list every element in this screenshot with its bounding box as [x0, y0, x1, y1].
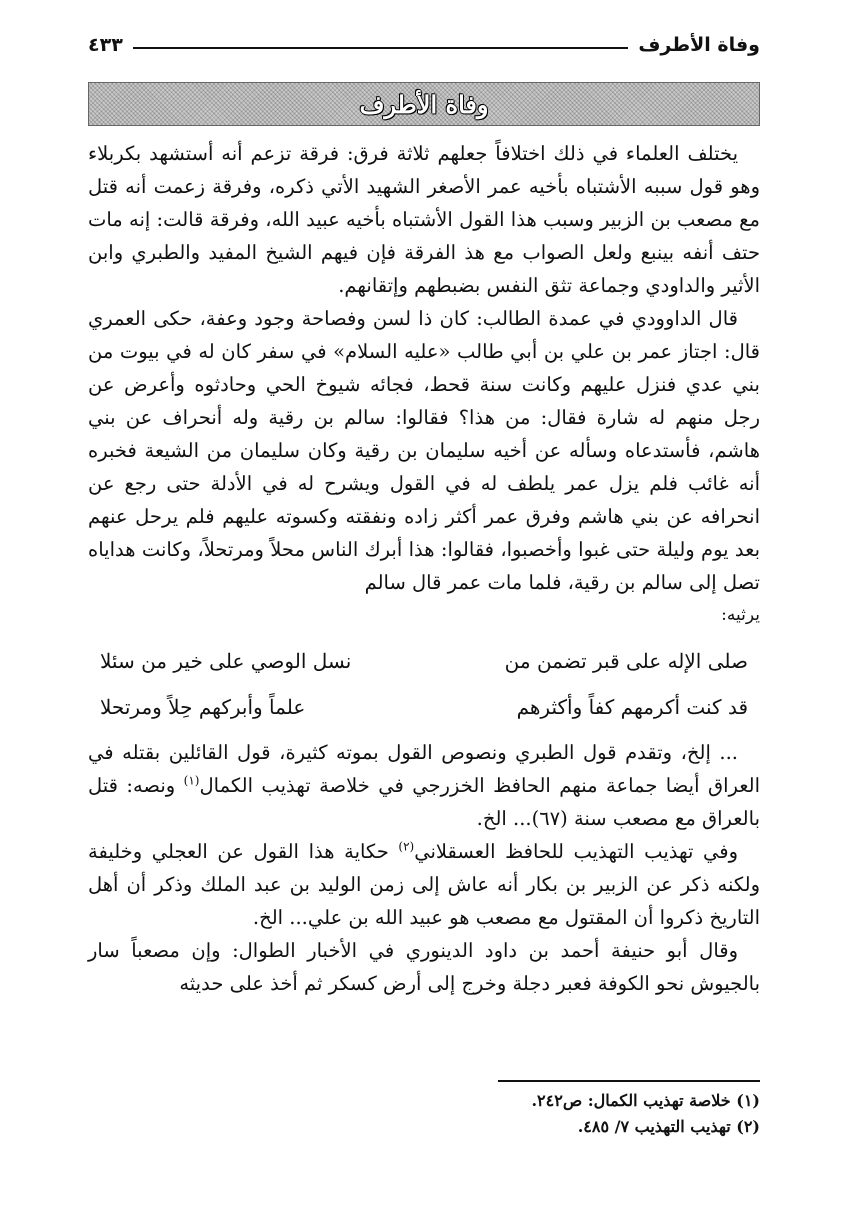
poem-hemistich: صلى الإله على قبر تضمن من [504, 649, 748, 673]
footnotes [88, 1088, 760, 1140]
footnote-rule [498, 1080, 760, 1082]
poem-hemistich: نسل الوصي على خير من سئلا [100, 649, 352, 673]
poem [88, 638, 760, 730]
section-title: وفاة الأطرف [359, 89, 489, 119]
poem-line [88, 684, 760, 730]
paragraph: وقال أبو حنيفة أحمد بن داود الدينوري في الأخبار الطوال: وإن مصعباً سار بالجيوش نحو الكوفة فعبر دجلة وخرج إلى أرض كسكر ثم أخذ على حديثه [88, 939, 760, 995]
footnote-ref[interactable]: (٢) [398, 839, 415, 854]
paragraph-end: يرثيه: [721, 605, 760, 625]
footnote: (١) خلاصة تهذيب الكمال: ص٢٤٢. [531, 1091, 760, 1110]
footnote: (٢) تهذيب التهذيب ٧/ ٤٨٥. [577, 1117, 760, 1136]
footnote-ref[interactable]: (١) [183, 773, 200, 788]
page-number: ٤٣٣ [88, 34, 123, 56]
body-text [88, 137, 760, 1000]
paragraph: قال الداوودي في عمدة الطالب: كان ذا لسن وفصاحة وجود وعفة، حكى العمري قال: اجتاز عمر بن علي بن أبي طالب «عليه السلام» في سفر كان له في بيوت من بني عدي فنزل عليهم وكانت سنة قحط، فجائه شيوخ الحي وحادثوه وأعرض عن رجل منهم له شارة فقال: من هذا؟ فقالوا: سالم بن رقية وله أنحراف عن بني هاشم، فأستدعاه وسأله عن أخيه سليمان بن رقية وكان سليمان من الشيعة فخبره أنه غائب فلم يزل عمر يلطف له في القول ويشرح له في الأدلة حتى رجع عن انحرافه عن بني هاشم وفرق عمر أكثر زاده ونفقته وكسوته عليهم فلم يرحل عنهم بعد يوم وليلة حتى غبوا وأخصبوا، فقالوا: هذا أبرك الناس محلاً ومرتحلاً، وكانت هداياه تصل إلى سالم بن رقية، فلما مات عمر قال سالم [88, 307, 761, 594]
paragraph: يختلف العلماء في ذلك اختلافاً جعلهم ثلاثة فرق: فرقة تزعم أنه أستشهد بكربلاء وهو قول سببه الأشتباه بأخيه عمر الأصغر الشهيد الأتي ذكره، وفرقة زعمت أنه قتل مع مصعب بن الزبير وسبب هذا القول الأشتباه بأخيه عبيد الله، وفرقة قالت: إنه مات حتف أنفه بينبع ولعل الصواب مع هذ الفرقة فإن فيهم الشيخ المفيد والطبري وابن الأثير والداودي وجماعة تثق النفس بضبطهم وإتقانهم. [88, 142, 760, 297]
poem-line [88, 638, 760, 684]
paragraph [88, 835, 760, 934]
paragraph-text: حكاية هذا القول عن العجلي وخليفة ولكنه ذكر عن الزبير بن بكار أنه عاش إلى زمن الوليد بن عبد الملك وذكر أن أهل التاريخ ذكروا أن المقتول مع مصعب هو عبيد الله بن علي... الخ. [88, 840, 760, 929]
paragraph [88, 736, 760, 835]
poem-hemistich: علماً وأبركهم حِلاً ومرتحلا [100, 695, 306, 719]
title-banner [88, 82, 760, 126]
running-title: وفاة الأطرف [638, 34, 760, 56]
running-head [88, 30, 760, 60]
paragraph-text: وفي تهذيب التهذيب للحافظ العسقلاني [414, 840, 738, 863]
poem-hemistich: قد كنت أكرمهم كفاً وأكثرهم [516, 695, 748, 719]
paragraph-text: ... إلخ، وتقدم قول الطبري ونصوص القول بموته كثيرة، قول القائلين بقتله في العراق أيضا جماعة منهم الحافظ الخزرجي في خلاصة تهذيب الكمال [88, 741, 761, 797]
paragraph-text: ونصه: قتل بالعراق مع مصعب سنة (٦٧)... الخ. [88, 774, 760, 830]
header-rule [133, 47, 629, 49]
